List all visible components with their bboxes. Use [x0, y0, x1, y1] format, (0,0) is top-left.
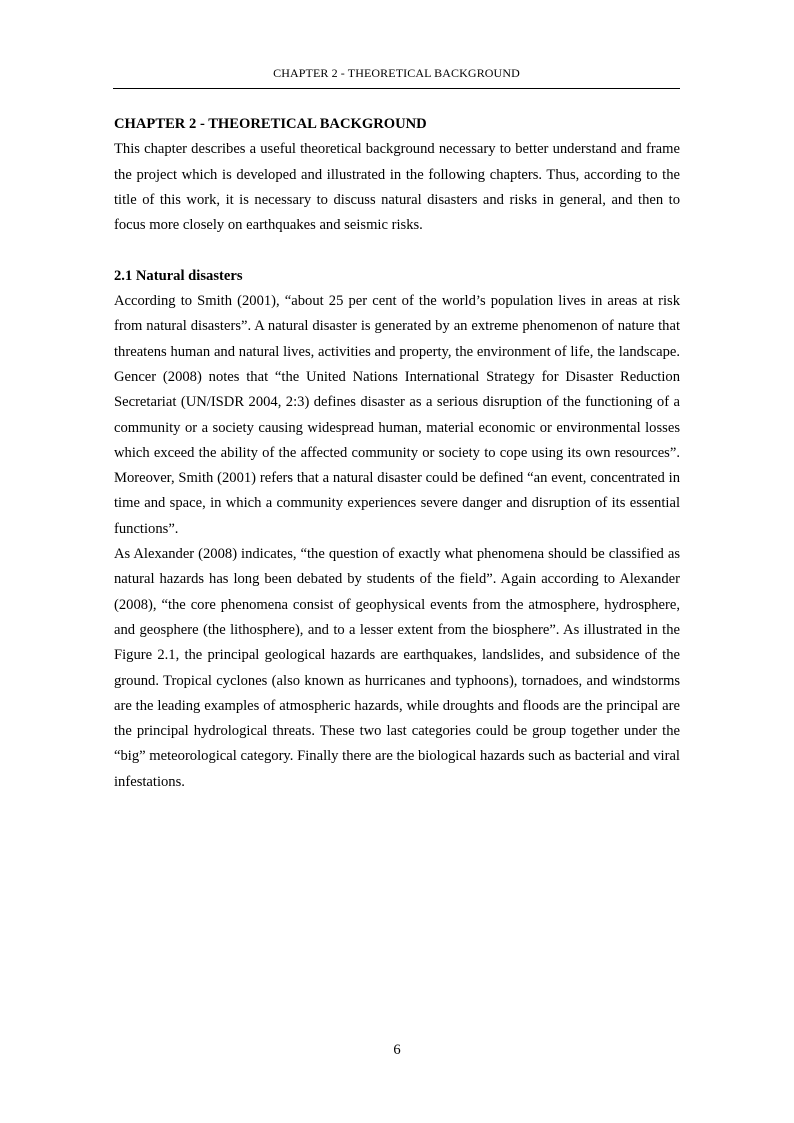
page-number: 6	[393, 1042, 401, 1058]
page-body	[114, 112, 680, 795]
section-spacer	[114, 238, 680, 263]
section-paragraph-2: As Alexander (2008) indicates, “the question of exactly what phenomena should be classified as natural hazards has long been debated by students of the field”. Again according to Alexander (2008), “the core phenomena consist of geophysical events from the atmosphere, hydrosphere, and geosphere (the lithosphere), and to a lesser extent from the biosphere”. As illustrated in the Figure 2.1, the principal geological hazards are earthquakes, landslides, and subsidence of the ground. Tropical cyclones (also known as hurricanes and typhoons), tornadoes, and windstorms are the leading examples of atmospheric hazards, while droughts and floods are the principal are the principal hydrological threats. These two last categories could be group together under the “big” meteorological category. Finally there are the biological hazards such as bacterial and viral infestations.	[114, 546, 680, 790]
header-rule	[113, 88, 680, 89]
chapter-title: CHAPTER 2 - THEORETICAL BACKGROUND	[114, 116, 427, 132]
section-paragraph-1: According to Smith (2001), “about 25 per cent of the world’s population lives in areas at risk from natural disasters”. A natural disaster is generated by an extreme phenomenon of nature that threatens human and natural lives, activities and property, the environment of life, the landscape. Gencer (2008) notes that “the United Nations International Strategy for Disaster Reduction Secretariat (UN/ISDR 2004, 2:3) defines disaster as a serious disruption of the functioning of a community or a society causing widespread human, material economic or environmental losses which exceed the ability of the affected community or society to cope using its own resources”. Moreover, Smith (2001) refers that a natural disaster could be defined “an event, concentrated in time and space, in which a community experiences severe danger and disruption of its essential functions”.	[114, 293, 680, 537]
section-heading: 2.1 Natural disasters	[114, 267, 243, 284]
chapter-intro-paragraph: This chapter describes a useful theoretical background necessary to better understand and frame the project which is developed and illustrated in the following chapters. Thus, according to the title of this work, it is necessary to discuss natural disasters and risks in general, and then to focus more closely on earthquakes and seismic risks.	[114, 141, 680, 234]
running-header: CHAPTER 2 - THEORETICAL BACKGROUND	[273, 66, 520, 80]
